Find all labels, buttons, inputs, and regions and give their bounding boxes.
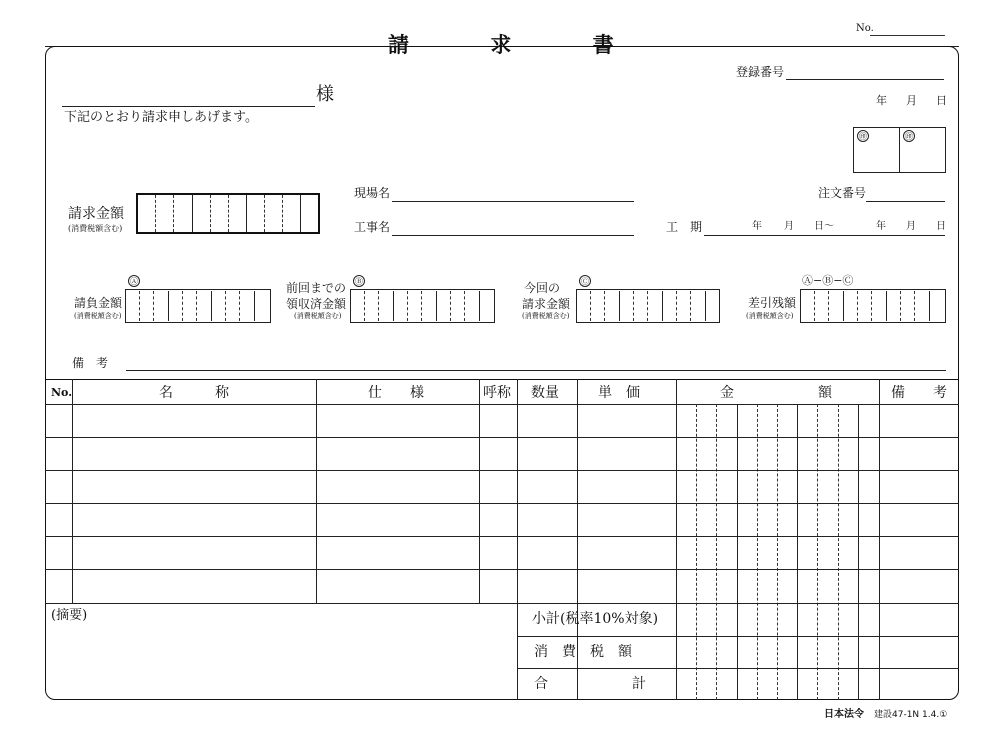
title-char: 請	[388, 32, 411, 57]
table-row[interactable]	[45, 603, 959, 604]
digit-guide	[173, 195, 174, 232]
digit-guide	[421, 291, 422, 321]
billing-amount-sub: (消費税額含む)	[68, 224, 123, 233]
digit-guide	[647, 291, 648, 321]
digit-separator	[254, 291, 255, 321]
marker-abc-icon: Ⓐ−Ⓑ−Ⓒ	[802, 274, 854, 287]
received-amount-box[interactable]	[350, 289, 495, 323]
col-header-spec: 仕 様	[368, 385, 424, 401]
col-header-no: No.	[51, 386, 73, 399]
registration-number-field[interactable]	[786, 79, 944, 80]
work-period-label: 工 期	[666, 220, 703, 234]
site-name-field[interactable]	[392, 201, 634, 202]
digit-guide	[900, 291, 901, 321]
current-billing-label-line2: 請求金額	[522, 297, 571, 311]
digit-separator	[246, 195, 247, 232]
amount-digit-guide	[777, 404, 778, 700]
table-row[interactable]	[45, 470, 959, 471]
intro-text: 下記のとおり請求申しあげます。	[64, 110, 258, 125]
digit-separator	[929, 291, 930, 321]
col-header-note: 備 考	[891, 385, 947, 401]
digit-guide	[225, 291, 226, 321]
document-number-label: No.	[856, 23, 874, 34]
table-top-border	[45, 379, 959, 380]
contract-amount-box[interactable]	[125, 289, 271, 323]
amount-digit-separator	[737, 404, 738, 700]
digit-separator	[300, 195, 301, 232]
digit-guide	[914, 291, 915, 321]
remaining-balance-sub: (消費税額含む)	[746, 312, 794, 320]
recipient-honorific: 様	[316, 84, 334, 105]
amount-digit-guide	[757, 404, 758, 700]
period-from-month: 月	[784, 221, 794, 232]
issue-month-label: 月	[906, 94, 917, 107]
digit-guide	[155, 195, 156, 232]
digit-guide	[676, 291, 677, 321]
subtotal-row-border	[517, 636, 959, 637]
digit-guide	[857, 291, 858, 321]
table-row[interactable]	[45, 569, 959, 570]
remarks-field[interactable]	[126, 370, 946, 371]
received-amount-label-line2: 領収済金額	[286, 297, 347, 311]
digit-separator	[619, 291, 620, 321]
current-billing-box[interactable]	[576, 289, 720, 323]
digit-guide	[871, 291, 872, 321]
col-header-qty: 数量	[531, 385, 559, 401]
tax-row-border	[517, 668, 959, 669]
table-row[interactable]	[45, 503, 959, 504]
col-header-amount: 金 額	[720, 385, 832, 401]
digit-separator	[211, 291, 212, 321]
digit-guide	[814, 291, 815, 321]
table-row[interactable]	[45, 536, 959, 537]
period-to-year: 年	[876, 221, 886, 232]
digit-guide	[828, 291, 829, 321]
period-from-year: 年	[752, 221, 762, 232]
amount-digit-guide	[716, 404, 717, 700]
digit-guide	[210, 195, 211, 232]
col-header-unit: 呼称	[483, 385, 511, 401]
seal-divider	[899, 127, 900, 173]
work-name-label: 工事名	[354, 220, 391, 234]
column-line	[517, 379, 518, 700]
digit-separator	[436, 291, 437, 321]
billing-amount-label: 請求金額	[68, 206, 124, 222]
remarks-label: 備 考	[72, 356, 109, 370]
digit-guide	[282, 195, 283, 232]
summary-notes-label: (摘要)	[51, 608, 88, 623]
work-name-field[interactable]	[392, 235, 634, 236]
digit-guide	[196, 291, 197, 321]
period-to-month: 月	[906, 221, 916, 232]
digit-guide	[364, 291, 365, 321]
amount-digit-separator	[797, 404, 798, 700]
received-amount-sub: (消費税額含む)	[294, 312, 342, 320]
marker-b-icon: Ⓑ	[355, 277, 363, 286]
document-number-field[interactable]	[870, 35, 945, 36]
digit-separator	[393, 291, 394, 321]
col-header-price: 単 価	[598, 385, 640, 401]
amount-digit-guide	[696, 404, 697, 700]
marker-c-icon: Ⓒ	[581, 277, 589, 286]
form-code: 建設47-1N 1.4.①	[874, 710, 948, 720]
issue-year-label: 年	[876, 94, 887, 107]
marker-a-icon: Ⓐ	[130, 277, 138, 286]
column-line	[879, 379, 880, 700]
issue-day-label: 日	[936, 94, 947, 107]
title-char: 求	[490, 32, 514, 57]
seal-mark-icon: ㊞	[859, 132, 867, 141]
digit-separator	[705, 291, 706, 321]
order-number-label: 注文番号	[818, 186, 867, 200]
registration-number-label: 登録番号	[736, 65, 785, 79]
digit-separator	[886, 291, 887, 321]
subtotal-label: 小計(税率10%対象)	[532, 611, 659, 627]
contract-amount-sub: (消費税額含む)	[74, 312, 122, 320]
digit-guide	[239, 291, 240, 321]
digit-guide	[182, 291, 183, 321]
digit-guide	[633, 291, 634, 321]
work-period-field[interactable]	[704, 235, 945, 236]
tax-label: 消 費 税 額	[534, 644, 632, 660]
digit-guide	[407, 291, 408, 321]
remaining-balance-box[interactable]	[800, 289, 946, 323]
period-from-day: 日〜	[814, 221, 834, 232]
digit-separator	[662, 291, 663, 321]
digit-guide	[450, 291, 451, 321]
digit-guide	[590, 291, 591, 321]
column-line	[676, 379, 677, 700]
form-frame	[45, 46, 959, 700]
digit-guide	[690, 291, 691, 321]
current-billing-label-line1: 今回の	[524, 281, 561, 295]
digit-guide	[604, 291, 605, 321]
total-label: 合 計	[534, 676, 646, 692]
digit-guide	[264, 195, 265, 232]
amount-digit-guide	[838, 404, 839, 700]
recipient-name-field[interactable]	[62, 106, 315, 107]
digit-guide	[139, 291, 140, 321]
period-to-day: 日	[936, 221, 946, 232]
seal-mark-icon: ㊞	[905, 132, 913, 141]
received-amount-label-line1: 前回までの	[286, 281, 347, 295]
amount-digit-guide	[817, 404, 818, 700]
site-name-label: 現場名	[354, 186, 391, 200]
digit-guide	[228, 195, 229, 232]
remaining-balance-label: 差引残額	[748, 296, 797, 310]
digit-guide	[464, 291, 465, 321]
digit-guide	[153, 291, 154, 321]
contract-amount-label: 請負金額	[74, 296, 123, 310]
col-header-name: 名 称	[159, 385, 229, 401]
digit-guide	[378, 291, 379, 321]
title-char: 書	[592, 32, 616, 57]
digit-separator	[479, 291, 480, 321]
order-number-field[interactable]	[866, 201, 945, 202]
publisher-logo: 日本法令	[824, 709, 864, 720]
digit-separator	[843, 291, 844, 321]
current-billing-sub: (消費税額含む)	[522, 312, 570, 320]
table-row[interactable]	[45, 437, 959, 438]
digit-separator	[192, 195, 193, 232]
table-header-border	[45, 404, 959, 405]
digit-separator	[168, 291, 169, 321]
amount-digit-separator	[858, 404, 859, 700]
